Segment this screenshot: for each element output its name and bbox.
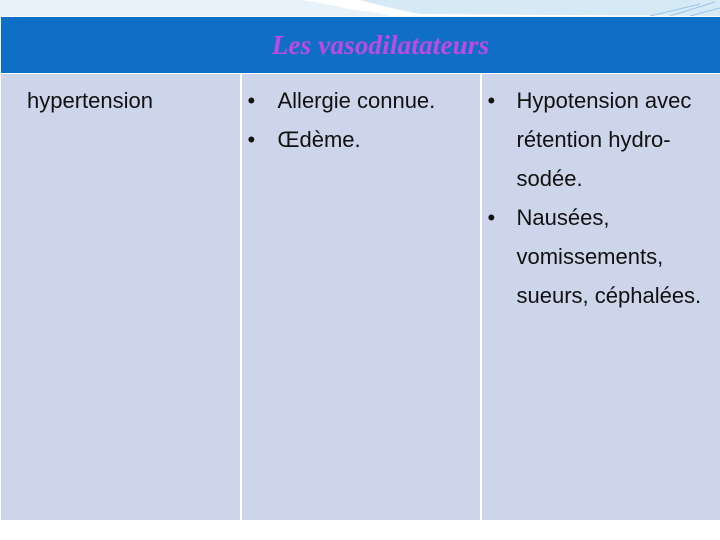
bullet-icon: • — [247, 88, 256, 113]
body-row — [1, 74, 720, 522]
cell-side-effects — [481, 74, 720, 522]
bullet-icon: • — [487, 88, 496, 113]
list-item — [487, 81, 720, 198]
list-item-text: Œdème. — [277, 127, 361, 152]
header-cell — [1, 17, 720, 74]
side-effect-list — [482, 74, 720, 315]
header-row — [1, 17, 720, 74]
bottom-strip — [0, 522, 720, 540]
list-item — [247, 120, 480, 159]
list-item-text: Hypotension avec rétention hydro-sodée. — [516, 88, 692, 191]
cell-indication — [1, 74, 241, 522]
list-item-text: Nausées, vomissements, sueurs, céphalées. — [516, 205, 702, 308]
list-item-text: Allergie connue. — [277, 88, 436, 113]
bullet-icon: • — [247, 127, 256, 152]
list-item — [247, 81, 480, 120]
indication-text: hypertension — [27, 88, 153, 113]
slide-title: Les vasodilatateurs — [271, 29, 490, 60]
cell-contraindications — [241, 74, 481, 522]
list-item — [487, 198, 720, 315]
contraindication-list — [242, 74, 480, 159]
content-table — [0, 16, 720, 522]
bullet-icon: • — [487, 205, 496, 230]
